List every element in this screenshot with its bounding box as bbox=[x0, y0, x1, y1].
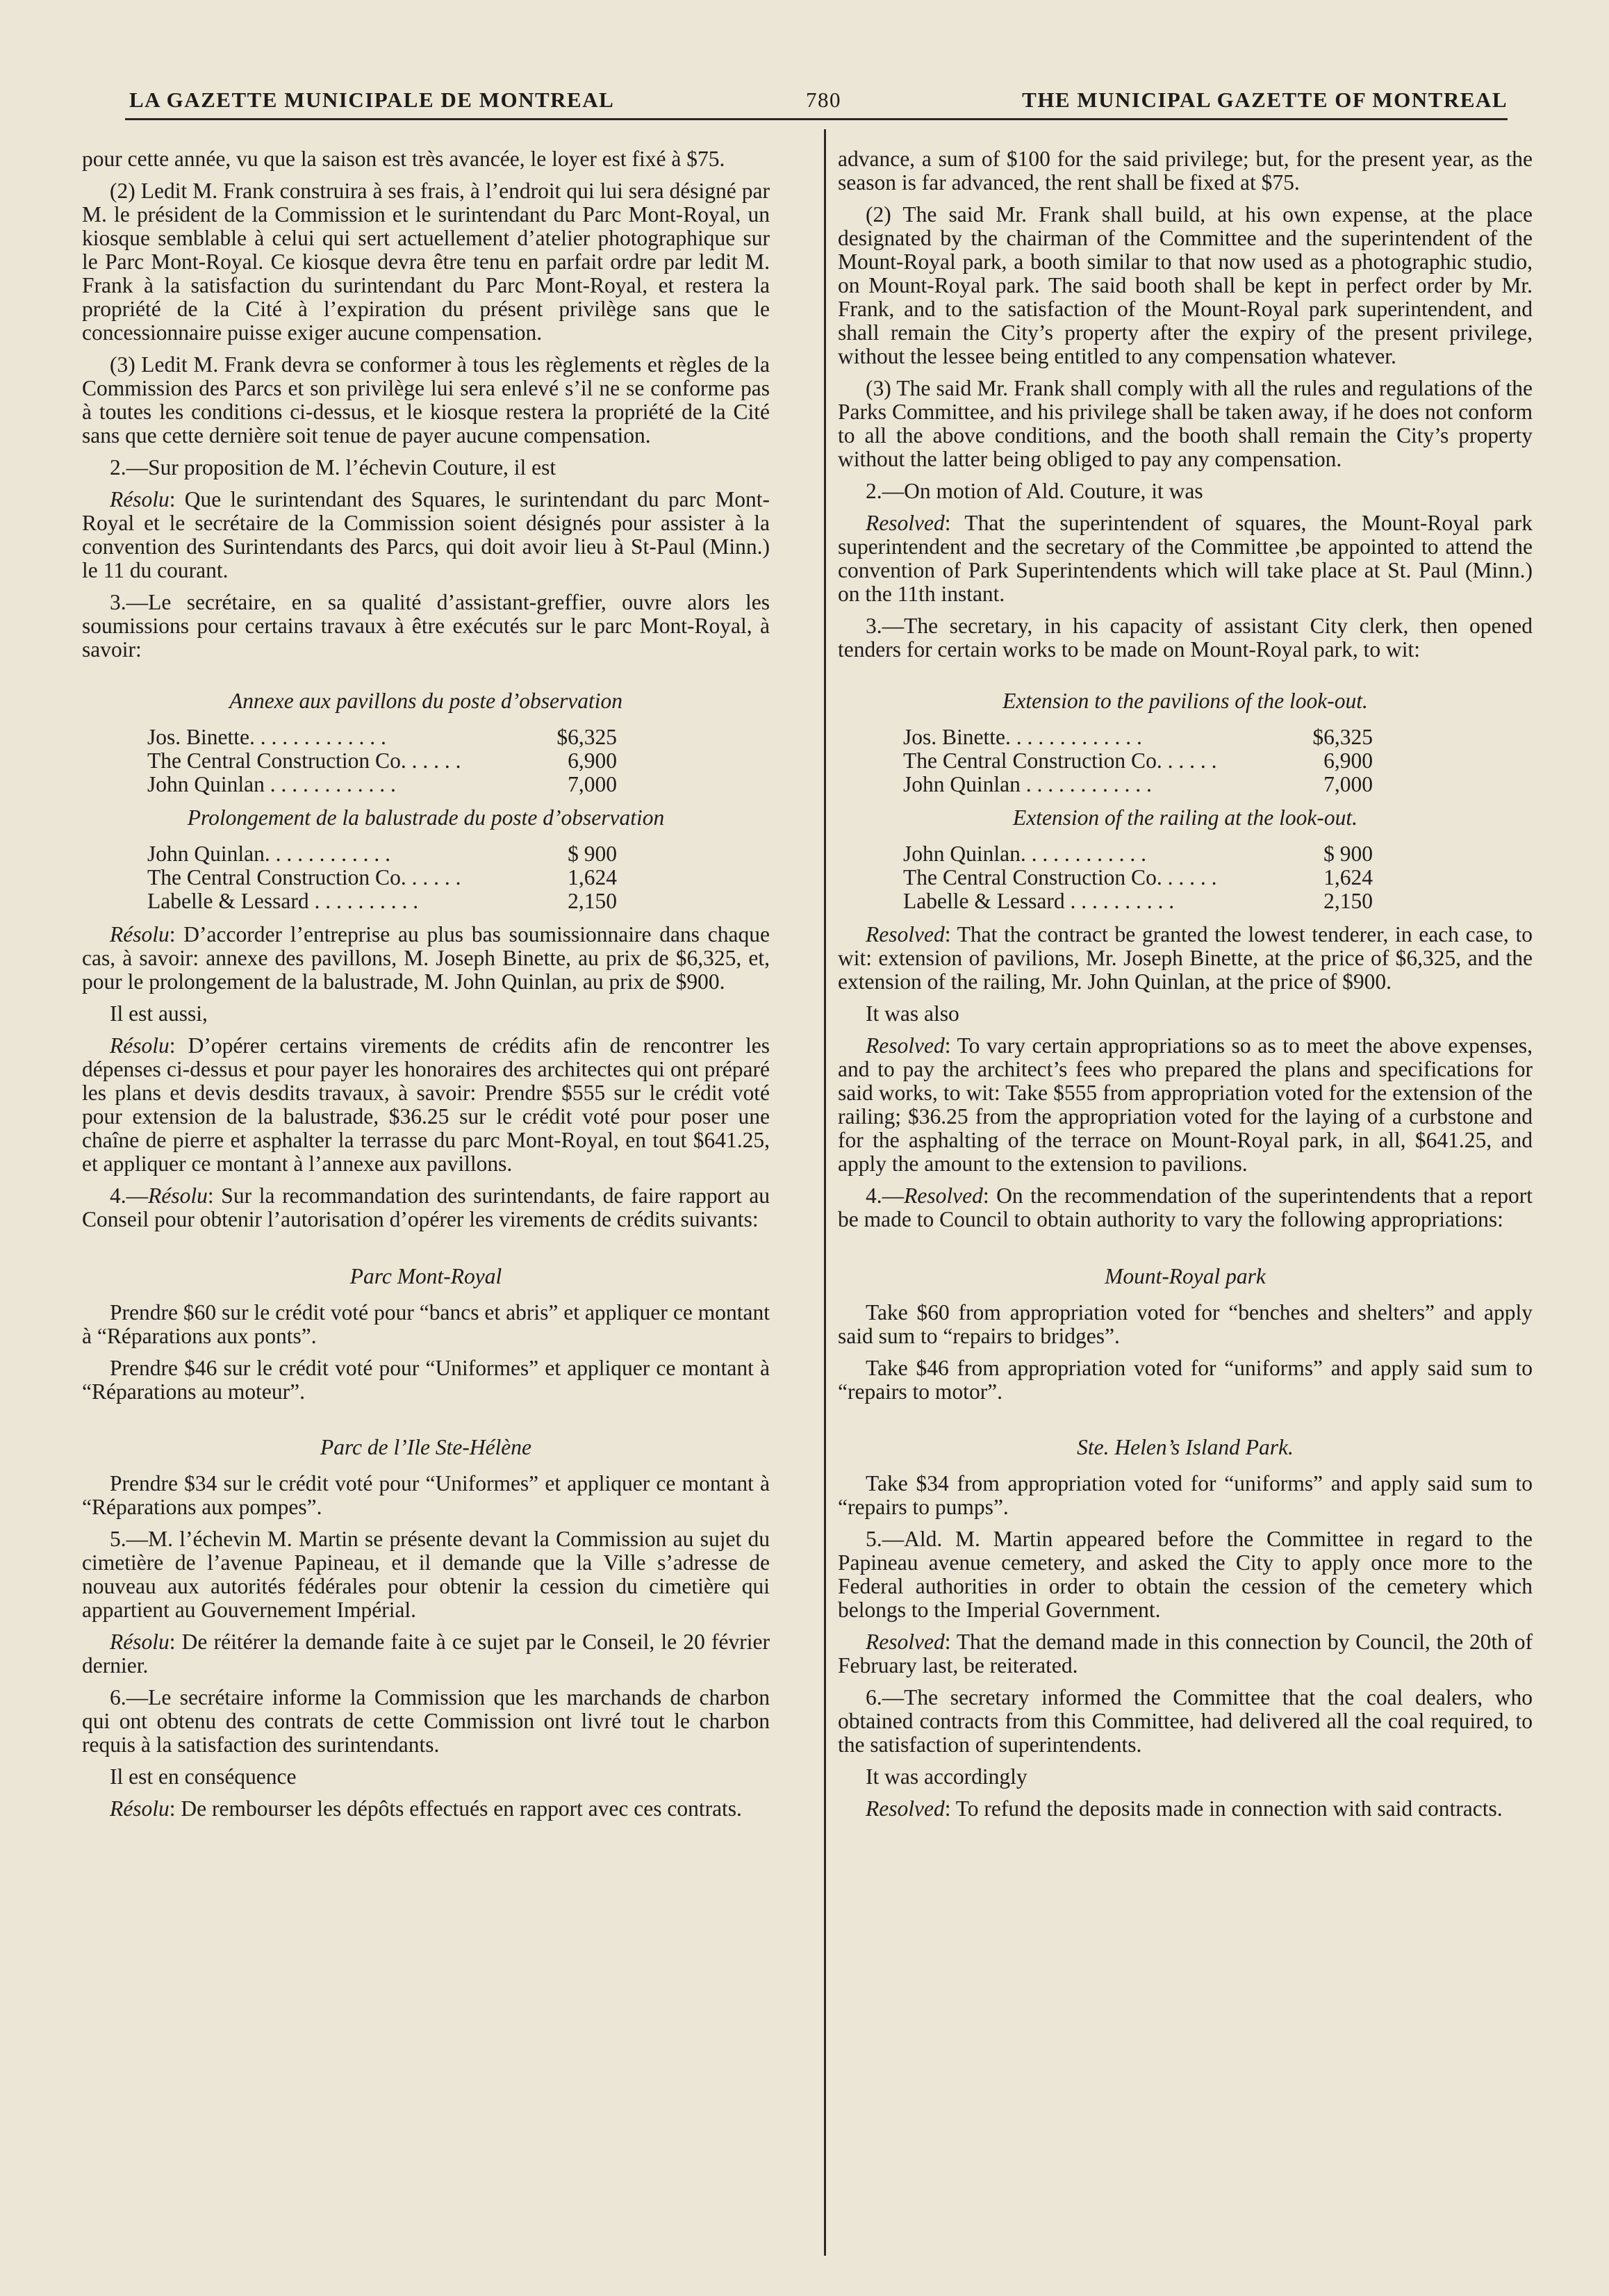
paragraph: 5.—M. l’échevin M. Martin se présente devant la Commission au sujet du cimetière de l’avenue Papineau, et il demande que la Ville s’adresse de nouveau aux autorités fédérales pour obtenir la cession du cimetière qui appartient au Gouvernement Impérial. bbox=[82, 1527, 770, 1622]
table-row bbox=[903, 889, 1373, 913]
resolution-label: Resolved bbox=[866, 922, 945, 946]
paragraph: 6.—The secretary informed the Committee that the coal dealers, who obtained contracts from this Committee, had delivered all the coal required, to the satisfaction of superintendents. bbox=[838, 1685, 1533, 1757]
tenders-table bbox=[903, 725, 1373, 796]
table-row bbox=[903, 773, 1373, 796]
tender-amount: $ 900 bbox=[1323, 842, 1373, 866]
paragraph: Il est aussi, bbox=[110, 1001, 208, 1026]
resolution-label: Résolu bbox=[110, 1630, 170, 1654]
resolution-text: : D’opérer certains virements de crédits afin de rencontrer les dépenses ci-dessus et pour payer les honoraires des architectes qui ont préparé les plans et devis desdits travaux, à savoir: Prendre $555 sur le crédit voté pour extension de la balustrade, $36.25 sur le crédit voté pour poser une chaîne de pierre et asphalter la terrasse du parc Mont-Royal, en tout $641.25, et appliquer ce montant à l’annexe aux pavillons. bbox=[82, 1033, 770, 1176]
tender-amount: 2,150 bbox=[568, 889, 617, 913]
paragraph: 6.—Le secrétaire informe la Commission que les marchands de charbon qui ont obtenu des contrats de cette Commission ont livré tout le charbon requis à la satisfaction des surintendants. bbox=[82, 1685, 770, 1757]
resolution-paragraph bbox=[82, 1034, 770, 1176]
resolution-paragraph bbox=[82, 488, 770, 582]
tender-amount: $6,325 bbox=[556, 725, 617, 749]
resolution-text: : To vary certain appropriations so as to meet the above expenses, and to pay the architect’s fees who prepared the plans and specifications for said works, to wit: Take $555 from appropriation voted for the extension of the railing; $36.25 from the appropriation voted for the laying of a curbstone and for the asphalting of the terrace on Mount-Royal park, in all, $641.25, and apply the amount to the extension to pavilions. bbox=[838, 1033, 1533, 1176]
item-number: 4.— bbox=[866, 1183, 905, 1208]
paragraph: advance, a sum of $100 for the said privilege; but, for the present year, as the season is far advanced, the rent shall be fixed at $75. bbox=[838, 147, 1533, 195]
table-row bbox=[147, 889, 617, 913]
section-heading: Annexe aux pavillons du poste d’observation bbox=[229, 689, 622, 713]
tender-name: Jos. Binette. . . . . . . . . . . . . bbox=[147, 725, 386, 749]
paragraph: (2) The said Mr. Frank shall build, at his own expense, at the place designated by the chairman of the Committee and the superintendent of the Mount-Royal park, a booth similar to that now used as a photographic studio, on Mount-Royal park. The said booth shall be kept in perfect order by Mr. Frank, and to the satisfaction of the Mount-Royal park superintendent, and shall remain the City’s property after the expiry of the present privilege, without the lessee being entitled to any compensation whatever. bbox=[838, 202, 1533, 368]
tender-name: The Central Construction Co. . . . . . bbox=[903, 865, 1217, 889]
tender-amount: 6,900 bbox=[568, 748, 617, 773]
paragraph: Il est en conséquence bbox=[110, 1764, 297, 1789]
table-row bbox=[147, 866, 617, 889]
paragraph: Prendre $46 sur le crédit voté pour “Uniformes” et appliquer ce montant à “Réparations au moteur”. bbox=[82, 1356, 770, 1404]
resolution-text: : Que le surintendant des Squares, le surintendant du parc Mont-Royal et le secrétaire de la Commission soient désignés pour assister à la convention des Surintendants des Parcs, qui doit avoir lieu à St-Paul (Minn.) le 11 du courant. bbox=[82, 487, 770, 582]
resolution-text: : Sur la recommandation des surintendants, de faire rapport au Conseil pour obtenir l’autorisation d’opérer les virements de crédits suivants: bbox=[82, 1183, 770, 1231]
resolution-label: Resolved bbox=[866, 511, 945, 535]
resolution-paragraph bbox=[838, 511, 1533, 606]
resolution-label: Resolved bbox=[866, 1796, 945, 1821]
tender-amount: 1,624 bbox=[1323, 865, 1373, 889]
paragraph: Take $60 from appropriation voted for “benches and shelters” and apply said sum to “repairs to bridges”. bbox=[838, 1300, 1533, 1348]
resolution-text: : That the demand made in this connection by Council, the 20th of February last, be reiterated. bbox=[838, 1630, 1533, 1678]
paragraph: It was accordingly bbox=[866, 1764, 1028, 1789]
section-heading: Extension to the pavilions of the look-out. bbox=[1002, 689, 1368, 713]
tender-amount: $6,325 bbox=[1312, 725, 1373, 749]
paragraph: pour cette année, vu que la saison est très avancée, le loyer est fixé à $75. bbox=[82, 147, 725, 171]
resolution-text: : That the superintendent of squares, the Mount-Royal park superintendent and the secretary of the Committee ,be appointed to attend the convention of Park Superintendents which will take place at St. Paul (Minn.) on the 11th instant. bbox=[838, 511, 1533, 606]
resolution-label: Résolu bbox=[110, 487, 170, 511]
tender-name: The Central Construction Co. . . . . . bbox=[147, 748, 461, 773]
french-column bbox=[82, 147, 770, 1829]
resolution-paragraph bbox=[82, 1630, 770, 1678]
resolution-paragraph bbox=[838, 1630, 1533, 1678]
tender-name: John Quinlan . . . . . . . . . . . . bbox=[147, 772, 396, 796]
tender-name: John Quinlan. . . . . . . . . . . . bbox=[147, 842, 390, 866]
resolution-label: Résolu bbox=[110, 1033, 170, 1058]
resolution-paragraph bbox=[82, 1797, 770, 1821]
paragraph: 2.—On motion of Ald. Couture, it was bbox=[866, 479, 1203, 503]
resolution-text: : D’accorder l’entreprise au plus bas soumissionnaire dans chaque cas, à savoir: annexe des pavillons, M. Joseph Binette, au prix de $6,325, et, pour le prolongement de la balustrade, M. John Quinlan, au prix de $900. bbox=[82, 922, 770, 994]
english-column bbox=[838, 147, 1533, 1829]
table-row bbox=[147, 842, 617, 866]
section-heading: Ste. Helen’s Island Park. bbox=[1077, 1435, 1294, 1459]
paragraph: 3.—The secretary, in his capacity of assistant City clerk, then opened tenders for certain works to be made on Mount-Royal park, to wit: bbox=[838, 614, 1533, 662]
paragraph: Prendre $60 sur le crédit voté pour “bancs et abris” et appliquer ce montant à “Réparations aux ponts”. bbox=[82, 1300, 770, 1348]
table-row bbox=[903, 725, 1373, 749]
paragraph: 5.—Ald. M. Martin appeared before the Committee in regard to the Papineau avenue cemetery, and asked the City to apply once more to the Federal authorities in order to obtain the cession of the cemetery which belongs to the Imperial Government. bbox=[838, 1527, 1533, 1622]
resolution-label: Resolved bbox=[866, 1033, 945, 1058]
tender-name: John Quinlan . . . . . . . . . . . . bbox=[903, 772, 1152, 796]
resolution-label: Résolu bbox=[148, 1183, 208, 1208]
paragraph: Prendre $34 sur le crédit voté pour “Uniformes” et appliquer ce montant à “Réparations aux pompes”. bbox=[82, 1471, 770, 1519]
resolution-label: Résolu bbox=[110, 922, 170, 946]
tender-amount: $ 900 bbox=[568, 842, 617, 866]
resolution-label: Résolu bbox=[110, 1796, 170, 1821]
section-heading: Parc de l’Ile Ste-Hélène bbox=[320, 1435, 532, 1459]
table-row bbox=[903, 749, 1373, 773]
header-french-title: LA GAZETTE MUNICIPALE DE MONTREAL bbox=[129, 88, 615, 112]
section-heading: Mount-Royal park bbox=[1105, 1264, 1266, 1288]
resolution-text: : De rembourser les dépôts effectués en rapport avec ces contrats. bbox=[169, 1796, 742, 1821]
paragraph: (2) Ledit M. Frank construira à ses frais, à l’endroit qui lui sera désigné par M. le président de la Commission et le surintendant du Parc Mont-Royal, un kiosque semblable à celui qui sert actuellement d’atelier photographique sur le Parc Mont-Royal. Ce kiosque devra être tenu en parfait ordre par ledit M. Frank à la satisfaction du surintendant du Parc Mont-Royal, et restera la propriété de la Cité à l’expiration du présent privilège sans que le concessionnaire puisse exiger aucune compensation. bbox=[82, 179, 770, 345]
resolution-text: : To refund the deposits made in connection with said contracts. bbox=[944, 1796, 1503, 1821]
tender-name: Labelle & Lessard . . . . . . . . . . bbox=[147, 889, 419, 913]
resolution-text: : On the recommendation of the superintendents that a report be made to Council to obtain authority to vary the following appropriations: bbox=[838, 1183, 1533, 1231]
tenders-table bbox=[147, 725, 617, 796]
table-row bbox=[147, 725, 617, 749]
section-heading: Parc Mont-Royal bbox=[349, 1264, 502, 1288]
column-divider bbox=[824, 129, 826, 2256]
resolution-text: : That the contract be granted the lowest tenderer, in each case, to wit: extension of pavilions, Mr. Joseph Binette, at the price of $6,325, and the extension of the railing, Mr. John Quinlan, at the price of $900. bbox=[838, 922, 1533, 994]
resolution-paragraph bbox=[82, 1184, 770, 1231]
tender-amount: 7,000 bbox=[568, 772, 617, 796]
tender-name: John Quinlan. . . . . . . . . . . . bbox=[903, 842, 1146, 866]
paragraph: Take $46 from appropriation voted for “uniforms” and apply said sum to “repairs to motor”. bbox=[838, 1356, 1533, 1404]
tender-amount: 6,900 bbox=[1323, 748, 1373, 773]
tender-name: Jos. Binette. . . . . . . . . . . . . bbox=[903, 725, 1142, 749]
table-row bbox=[147, 773, 617, 796]
tender-amount: 1,624 bbox=[568, 865, 617, 889]
resolution-label: Resolved bbox=[866, 1630, 945, 1654]
resolution-paragraph bbox=[838, 923, 1533, 994]
paragraph: It was also bbox=[866, 1001, 959, 1026]
tenders-table bbox=[147, 842, 617, 913]
tenders-table bbox=[903, 842, 1373, 913]
paragraph: (3) The said Mr. Frank shall comply with all the rules and regulations of the Parks Committee, and his privilege shall be taken away, if he does not conform to all the above conditions, and the booth shall remain the City’s property without the latter being obliged to pay any compensation. bbox=[838, 376, 1533, 471]
item-number: 4.— bbox=[110, 1183, 149, 1208]
header-english-title: THE MUNICIPAL GAZETTE OF MONTREAL bbox=[1022, 88, 1508, 112]
page-number: 780 bbox=[806, 88, 841, 112]
tender-amount: 7,000 bbox=[1323, 772, 1373, 796]
resolution-paragraph bbox=[838, 1034, 1533, 1176]
tender-name: The Central Construction Co. . . . . . bbox=[147, 865, 461, 889]
paragraph: Take $34 from appropriation voted for “uniforms” and apply said sum to “repairs to pumps”. bbox=[838, 1471, 1533, 1519]
resolution-paragraph bbox=[82, 923, 770, 994]
resolution-paragraph bbox=[838, 1184, 1533, 1231]
table-row bbox=[903, 866, 1373, 889]
tender-name: The Central Construction Co. . . . . . bbox=[903, 748, 1217, 773]
paragraph: (3) Ledit M. Frank devra se conformer à tous les règlements et règles de la Commission des Parcs et son privilège lui sera enlevé s’il ne se conforme pas à toutes les conditions ci-dessus, et le kiosque restera la propriété de la Cité sans que cette dernière soit tenue de payer aucune compensation. bbox=[82, 352, 770, 448]
resolution-paragraph bbox=[838, 1797, 1533, 1821]
resolution-text: : De réitérer la demande faite à ce sujet par le Conseil, le 20 février dernier. bbox=[82, 1630, 770, 1678]
paragraph: 3.—Le secrétaire, en sa qualité d’assistant-greffier, ouvre alors les soumissions pour certains travaux à être exécutés sur le parc Mont-Royal, à savoir: bbox=[82, 590, 770, 662]
section-heading: Prolongement de la balustrade du poste d’observation bbox=[187, 805, 665, 830]
table-row bbox=[903, 842, 1373, 866]
tender-amount: 2,150 bbox=[1323, 889, 1373, 913]
header-rule bbox=[125, 118, 1508, 120]
resolution-label: Resolved bbox=[904, 1183, 983, 1208]
tender-name: Labelle & Lessard . . . . . . . . . . bbox=[903, 889, 1175, 913]
page-header bbox=[125, 82, 1508, 124]
table-row bbox=[147, 749, 617, 773]
paragraph: 2.—Sur proposition de M. l’échevin Couture, il est bbox=[110, 455, 556, 479]
section-heading: Extension of the railing at the look-out. bbox=[1012, 805, 1358, 830]
